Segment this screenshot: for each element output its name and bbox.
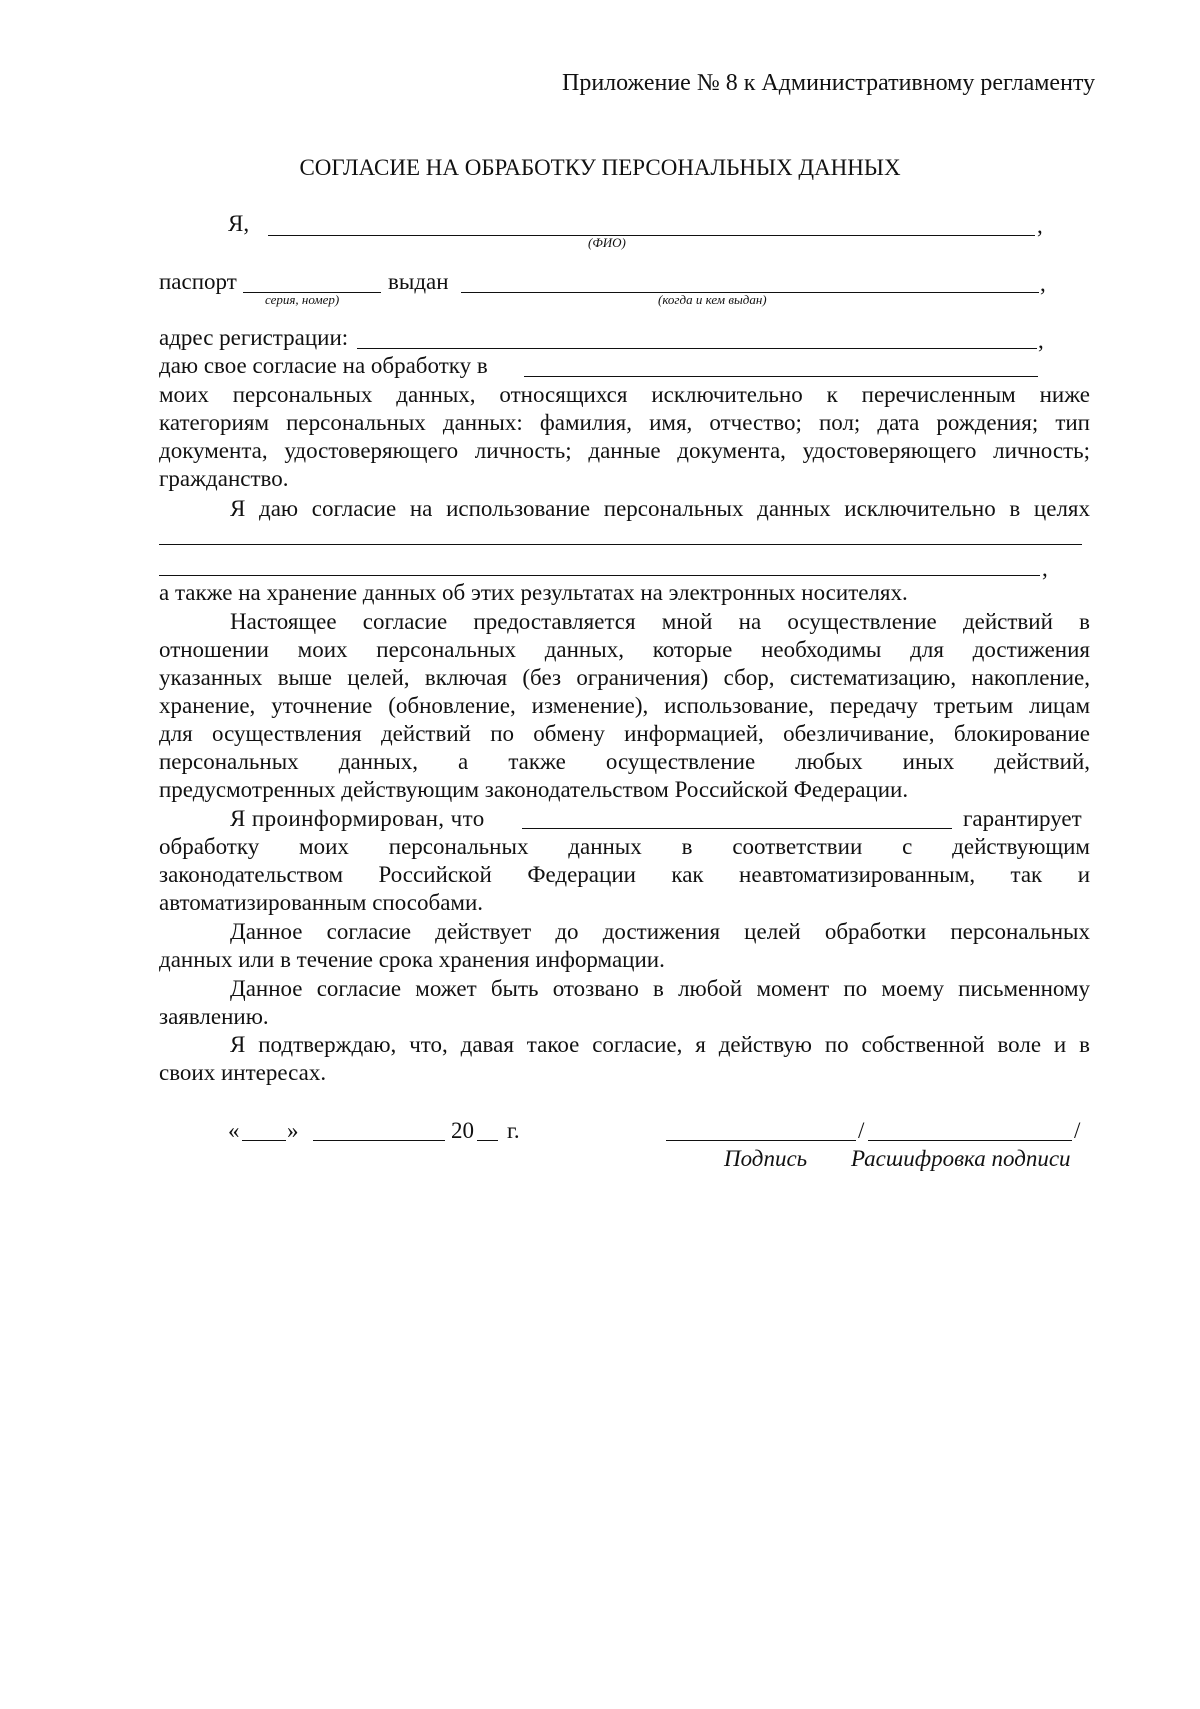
purpose-field-1[interactable] [159,544,1082,545]
date-day-field[interactable] [242,1140,286,1141]
passport-label: паспорт [159,269,237,294]
fio-prefix: Я, [228,211,250,236]
purpose-suffix: , [1042,556,1048,581]
operator-field[interactable] [524,376,1038,377]
signature-decode-field[interactable] [868,1140,1072,1141]
date-year-prefix: 20 [451,1118,474,1143]
issued-label: выдан [388,269,449,294]
signature-slash-1: / [858,1118,865,1143]
signature-label: Подпись [724,1146,808,1171]
confirm-paragraph: Я подтверждаю, что, давая такое согласие, я действую по собственной воле и в своих интересах. [159,1032,1090,1085]
date-month-field[interactable] [313,1140,445,1141]
storage-text: а также на хранение данных об этих результатах на электронных носителях. [159,580,908,605]
signature-slash-2: / [1074,1118,1081,1143]
consent-label: даю свое согласие на обработку в [159,353,488,378]
informed-prefix: Я проинформирован, что [230,806,485,831]
actions-paragraph: Настоящее согласие предоставляется мной на осуществление действий в отношении моих персональных данных, которые необходимы для достижения указанных выше целей, включая (без ограничения) сбор, систематизацию, накопление, хранение, уточнение (обновление, изменение), использование, передачу третьим лицам для осуществления действий по обмену информацией, обезличивание, блокирование персональных данных, а также осуществление любых иных действий, предусмотренных действующим законодательством Российской Федерации. [159,609,1090,802]
fio-hint: (ФИО) [588,235,626,250]
revoke-paragraph: Данное согласие может быть отозвано в любой момент по моему письменному заявлению. [159,976,1090,1029]
purpose-text: Я даю согласие на использование персональных данных исключительно в целях [230,496,1090,521]
document-title: СОГЛАСИЕ НА ОБРАБОТКУ ПЕРСОНАЛЬНЫХ ДАННЫХ [299,155,901,180]
validity-paragraph: Данное согласие действует до достижения целей обработки персональных данных или в течение срока хранения информации. [159,919,1090,972]
date-quote-close: » [287,1118,299,1143]
date-year-field[interactable] [477,1140,498,1141]
issued-suffix: , [1040,271,1046,296]
informed-suffix: гарантирует [963,806,1082,831]
signature-field[interactable] [666,1140,856,1141]
issued-hint: (когда и кем выдан) [658,292,767,307]
address-suffix: , [1038,328,1044,353]
informed-operator-field[interactable] [522,828,952,829]
address-field[interactable] [357,348,1037,349]
signature-decode-label: Расшифровка подписи [851,1146,1071,1171]
fio-suffix: , [1037,213,1043,238]
passport-series-hint: серия, номер) [265,292,340,307]
informed-paragraph: обработку моих персональных данных в соответствии с действующим законодательством Российской Федерации как неавтоматизированным, так и автоматизированным способами. [159,834,1090,915]
categories-paragraph: моих персональных данных, относящихся исключительно к перечисленным ниже категориям персональных данных: фамилия, имя, отчество; пол; дата рождения; тип документа, удостоверяющего личность; данные документа, удостоверяющего личность; гражданство. [159,382,1090,491]
address-label: адрес регистрации: [159,325,349,350]
date-year-suffix: г. [507,1118,520,1143]
date-quote-open: « [228,1118,240,1143]
purpose-field-2[interactable] [159,575,1040,576]
fio-field[interactable] [268,235,1035,236]
appendix-header: Приложение № 8 к Административному регламенту [562,70,1096,96]
